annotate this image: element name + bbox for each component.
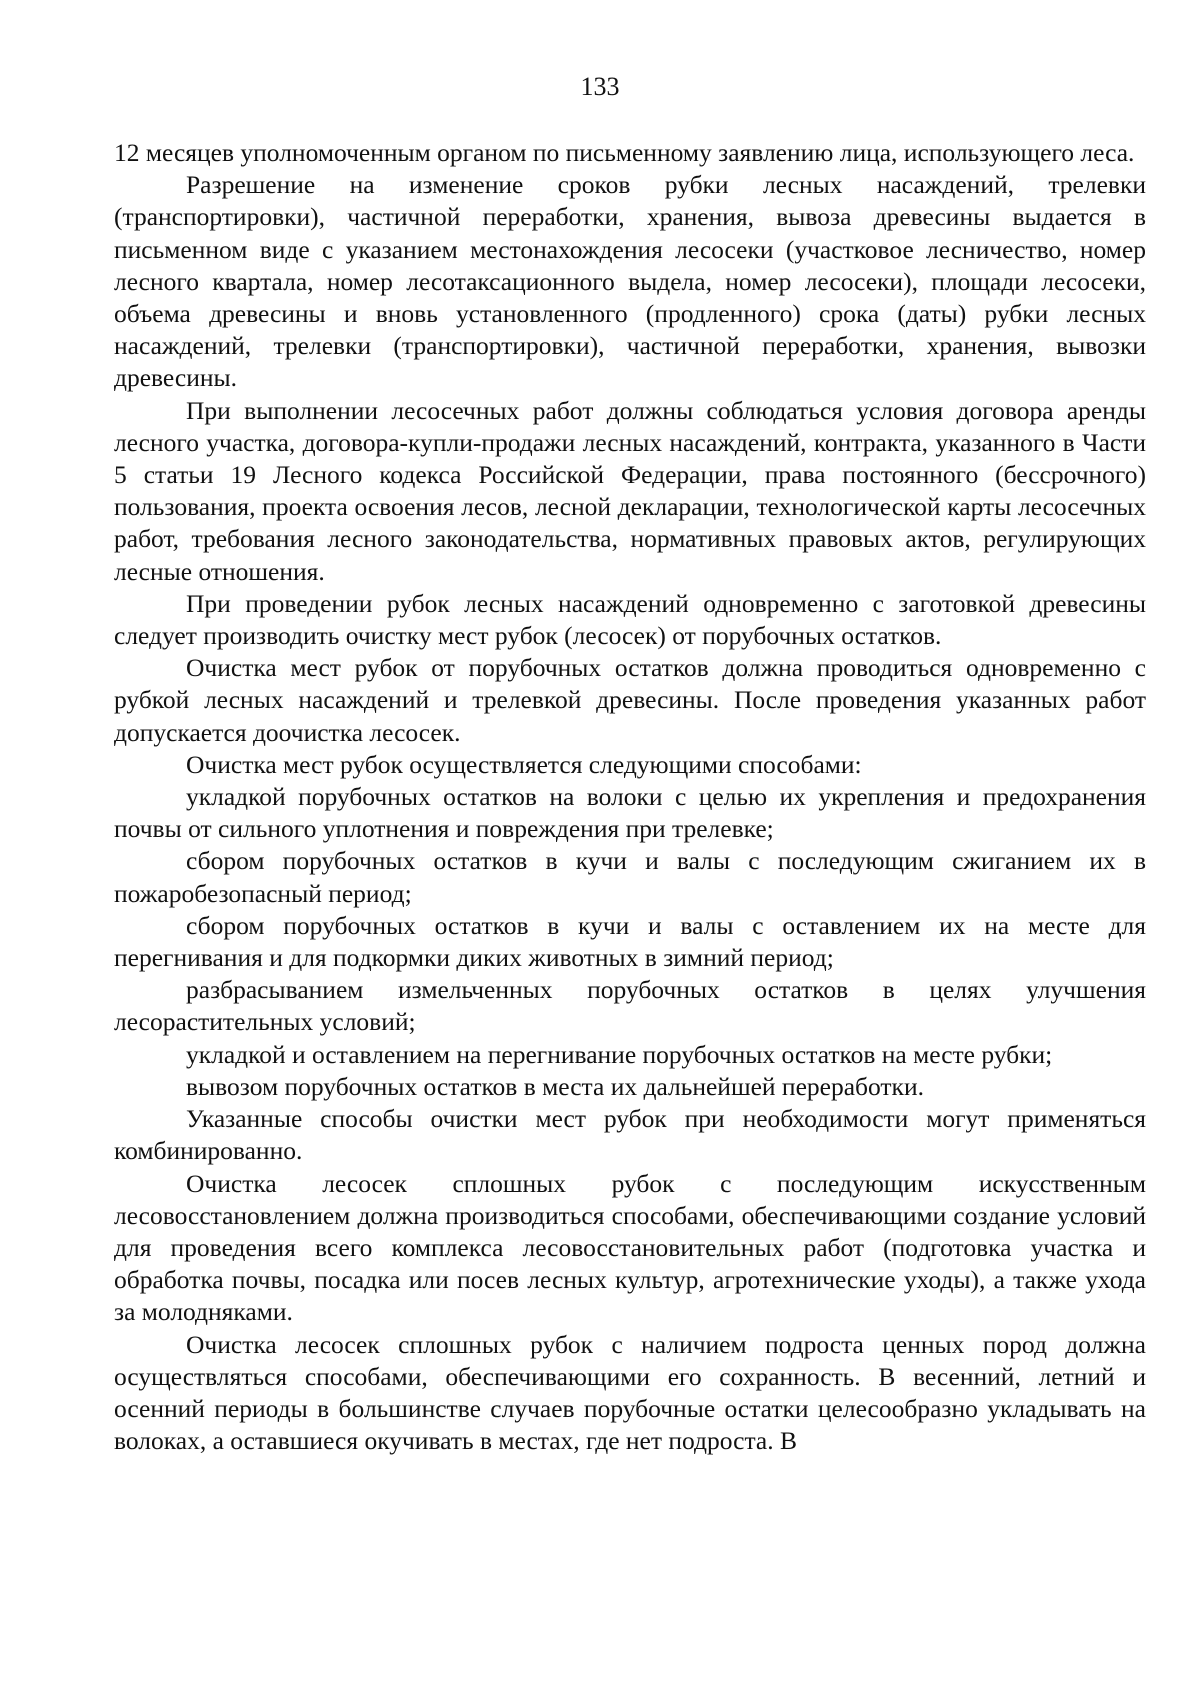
list-item-method: сбором порубочных остатков в кучи и валы с оставлением их на месте для перегнивания и для подкормки диких животных в зимний период; xyxy=(114,910,1146,973)
list-item-method: разбрасыванием измельченных порубочных остатков в целях улучшения лесорастительных условий; xyxy=(114,975,1146,1037)
list-item-method: вывозом порубочных остатков в места их дальнейшей переработки. xyxy=(186,1071,924,1101)
paragraph-clearcut-restoration: Очистка лесосек сплошных рубок с последующим искусственным лесовосстановлением должна производиться способами, обеспечивающими создание условий для проведения всего комплекса лесовосстановительных работ (подготовка участка и обработка почвы, посадка или посев лесных культур, агротехнические уходы), а также ухода за молодняками. xyxy=(114,1168,1146,1327)
list-item-method: укладкой порубочных остатков на волоки с целью их укрепления и предохранения почвы от сильного уплотнения и повреждения при трелевке; xyxy=(114,782,1146,844)
paragraph-cleaning-requirement: При проведении рубок лесных насаждений одновременно с заготовкой древесины следует производить очистку мест рубок (лесосек) от порубочных остатков. xyxy=(114,588,1146,651)
list-item-method: укладкой и оставлением на перегнивание порубочных остатков на месте рубки; xyxy=(186,1039,1053,1069)
paragraph-clearcut-undergrowth: Очистка лесосек сплошных рубок с наличием подроста ценных пород должна осуществляться способами, обеспечивающими его сохранность. В весенний, летний и осенний периоды в большинстве случаев порубочные остатки целесообразно укладывать на волоках, а оставшиеся окучивать в местах, где нет подроста. В xyxy=(114,1329,1146,1456)
paragraph-combined-methods: Указанные способы очистки мест рубок при необходимости могут применяться комбинированно. xyxy=(114,1104,1146,1166)
list-item-method: сбором порубочных остатков в кучи и валы с последующим сжиганием их в пожаробезопасный период; xyxy=(114,846,1146,908)
page-number: 133 xyxy=(580,72,620,101)
paragraph-cleaning-timing: Очистка мест рубок от порубочных остатков должна проводиться одновременно с рубкой лесных насаждений и трелевкой древесины. После проведения указанных работ допускается доочистка лесосек. xyxy=(114,653,1146,747)
paragraph-logging-conditions: При выполнении лесосечных работ должны соблюдаться условия договора аренды лесного участка, договора-купли-продажи лесных насаждений, контракта, указанного в Части 5 статьи 19 Лесного кодекса Российской Федерации, права постоянного (бессрочного) пользования, проекта освоения лесов, лесной декларации, технологической карты лесосечных работ, требования лесного законодательства, нормативных правовых актов, регулирующих лесные отношения. xyxy=(114,395,1146,586)
paragraph-permit-change: Разрешение на изменение сроков рубки лесных насаждений, трелевки (транспортировки), частичной переработки, хранения, вывоза древесины выдается в письменном виде с указанием местонахождения лесосеки (участковое лесничество, номер лесного квартала, номер лесотаксационного выдела, номер лесосеки), площади лесосеки, объема древесины и вновь установленного (продленного) срока (даты) рубки лесных насаждений, трелевки (транспортировки), частичной переработки, хранения, вывозки древесины. xyxy=(114,170,1146,393)
document-body xyxy=(114,137,1146,1457)
paragraph-methods-intro: Очистка мест рубок осуществляется следующими способами: xyxy=(186,749,862,779)
paragraph-continuation: 12 месяцев уполномоченным органом по письменному заявлению лица, использующего леса. xyxy=(114,138,1135,167)
